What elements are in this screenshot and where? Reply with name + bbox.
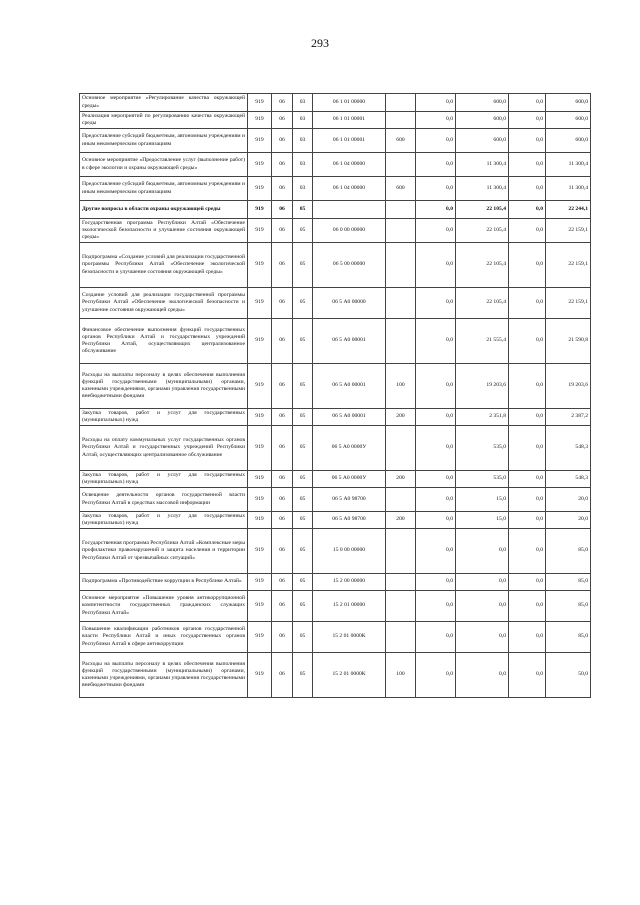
table-row (80, 94, 591, 112)
cell-name: Создание условий для реализации государственной программы Республики Алтай «Обеспечение экологической безопасности и улучшение состояния окружающей среды» (80, 288, 248, 319)
cell-v2: 600,0 (456, 129, 509, 153)
cell-sec: 06 (272, 177, 293, 201)
table-row (80, 426, 591, 471)
table-row (80, 288, 591, 319)
cell-name: Предоставление субсидий бюджетным, автономным учреждениям и иным некоммерческим организациям (80, 177, 248, 201)
cell-name: Государственная программа Республики Алтай «Обеспечение экологической безопасности и улучшение состояния окружающей среды» (80, 219, 248, 243)
table-row (80, 574, 591, 591)
cell-name: Закупка товаров, работ и услуг для государственных (муниципальных) нужд (80, 471, 248, 488)
cell-v2: 0,0 (456, 622, 509, 653)
table-row (80, 243, 591, 288)
cell-v4: 11 300,4 (546, 177, 591, 201)
cell-vr (386, 153, 416, 177)
cell-sub: 05 (293, 426, 313, 471)
cell-vr (386, 112, 416, 129)
cell-v1: 0,0 (416, 364, 456, 409)
cell-v4: 22 159,1 (546, 288, 591, 319)
cell-vr: 100 (386, 653, 416, 698)
cell-name: Закупка товаров, работ и услуг для государственных (муниципальных) нужд (80, 512, 248, 529)
cell-name: Реализация мероприятий по регулированию качества окружающей среды (80, 112, 248, 129)
cell-adm: 919 (248, 319, 272, 364)
cell-v2: 600,0 (456, 112, 509, 129)
cell-vr (386, 219, 416, 243)
cell-v2: 15,0 (456, 488, 509, 512)
table-row (80, 529, 591, 574)
table-row (80, 129, 591, 153)
table-row (80, 112, 591, 129)
cell-vr: 200 (386, 512, 416, 529)
cell-name: Освещение деятельности органов государственной власти Республики Алтай в средствах массовой информации (80, 488, 248, 512)
cell-name: Финансовое обеспечение выполнения функций государственных органов Республики Алтай и государственных учреждений Республики Алтай, осуществляющих централизованное обслуживание (80, 319, 248, 364)
cell-sec: 06 (272, 488, 293, 512)
table-row (80, 622, 591, 653)
cell-sub: 05 (293, 288, 313, 319)
cell-v2: 22 105,4 (456, 243, 509, 288)
cell-v1: 0,0 (416, 201, 456, 219)
cell-adm: 919 (248, 129, 272, 153)
cell-adm: 919 (248, 529, 272, 574)
cell-csr: 06 5 00 00000 (313, 243, 386, 288)
cell-sec: 06 (272, 129, 293, 153)
cell-adm: 919 (248, 653, 272, 698)
cell-sub: 05 (293, 574, 313, 591)
cell-v1: 0,0 (416, 653, 456, 698)
cell-vr (386, 201, 416, 219)
cell-v2: 0,0 (456, 529, 509, 574)
cell-sub: 05 (293, 471, 313, 488)
cell-v4: 21 590,8 (546, 319, 591, 364)
cell-sec: 06 (272, 153, 293, 177)
cell-v4: 19 203,6 (546, 364, 591, 409)
cell-sec: 06 (272, 243, 293, 288)
cell-sec: 06 (272, 112, 293, 129)
cell-sub: 03 (293, 153, 313, 177)
cell-adm: 919 (248, 409, 272, 426)
cell-adm: 919 (248, 488, 272, 512)
cell-v4: 85,0 (546, 529, 591, 574)
cell-v2: 0,0 (456, 574, 509, 591)
cell-v4: 85,0 (546, 574, 591, 591)
cell-v3: 0,0 (509, 426, 546, 471)
cell-sec: 06 (272, 653, 293, 698)
table-body (80, 94, 591, 698)
cell-v4: 20,0 (546, 488, 591, 512)
cell-name: Повышение квалификации работников органов государственной власти Республики Алтай и иных государственных органов Республики Алтай в сфере антикоррупции (80, 622, 248, 653)
cell-v3: 0,0 (509, 219, 546, 243)
cell-adm: 919 (248, 364, 272, 409)
cell-sub: 03 (293, 112, 313, 129)
cell-csr: 06 5 А0 98700 (313, 488, 386, 512)
cell-vr (386, 288, 416, 319)
cell-v3: 0,0 (509, 471, 546, 488)
table-row (80, 471, 591, 488)
cell-sub: 05 (293, 219, 313, 243)
cell-name: Расходы на оплату коммунальных услуг государственных органов Республики Алтай и государственных учреждений Республики Алтай, осуществляющих централизованное обслуживание (80, 426, 248, 471)
cell-v2: 535,0 (456, 426, 509, 471)
cell-v2: 11 300,4 (456, 153, 509, 177)
cell-v4: 85,0 (546, 591, 591, 622)
cell-csr: 06 5 А0 00001 (313, 319, 386, 364)
cell-v1: 0,0 (416, 153, 456, 177)
cell-name: Расходы на выплаты персоналу в целях обеспечения выполнения функций государственными (муниципальными) органами, казенными учреждениями, органами управления государственными внебюджетными фондами (80, 364, 248, 409)
cell-name: Закупка товаров, работ и услуг для государственных (муниципальных) нужд (80, 409, 248, 426)
cell-csr: 15 2 01 0000К (313, 622, 386, 653)
cell-name: Расходы на выплаты персоналу в целях обеспечения выполнения функций государственными (муниципальными) органами, казенными учреждениями, органами управления государственными внебюджетными фондами (80, 653, 248, 698)
cell-adm: 919 (248, 201, 272, 219)
cell-v1: 0,0 (416, 177, 456, 201)
cell-v3: 0,0 (509, 529, 546, 574)
cell-v2: 15,0 (456, 512, 509, 529)
cell-vr (386, 488, 416, 512)
cell-v3: 0,0 (509, 591, 546, 622)
cell-v1: 0,0 (416, 219, 456, 243)
cell-vr (386, 529, 416, 574)
cell-vr (386, 591, 416, 622)
table-row (80, 201, 591, 219)
cell-adm: 919 (248, 288, 272, 319)
cell-name: Основное мероприятие «Предоставление услуг (выполнение работ) в сфере экологии и охраны окружающей среды» (80, 153, 248, 177)
cell-v2: 0,0 (456, 653, 509, 698)
cell-vr (386, 319, 416, 364)
cell-vr (386, 622, 416, 653)
cell-v3: 0,0 (509, 177, 546, 201)
cell-v1: 0,0 (416, 471, 456, 488)
cell-v4: 85,0 (546, 622, 591, 653)
cell-sub: 03 (293, 177, 313, 201)
cell-v3: 0,0 (509, 129, 546, 153)
cell-sub: 05 (293, 201, 313, 219)
cell-adm: 919 (248, 94, 272, 112)
cell-name: Государственная программа Республики Алтай «Комплексные меры профилактики правонарушений и защита населения и территории Республики Алтай от чрезвычайных ситуаций» (80, 529, 248, 574)
cell-v4: 20,0 (546, 512, 591, 529)
cell-sec: 06 (272, 574, 293, 591)
cell-sec: 06 (272, 409, 293, 426)
cell-v3: 0,0 (509, 319, 546, 364)
cell-sub: 05 (293, 512, 313, 529)
cell-v4: 22 244,1 (546, 201, 591, 219)
cell-sec: 06 (272, 94, 293, 112)
cell-sub: 05 (293, 591, 313, 622)
cell-csr: 15 2 01 00000 (313, 591, 386, 622)
table-row (80, 409, 591, 426)
table-row (80, 219, 591, 243)
cell-vr: 600 (386, 129, 416, 153)
cell-name: Подпрограмма «Противодействие коррупции в Республике Алтай» (80, 574, 248, 591)
cell-sub: 03 (293, 94, 313, 112)
budget-table (79, 93, 591, 698)
cell-sub: 05 (293, 319, 313, 364)
cell-adm: 919 (248, 591, 272, 622)
cell-v3: 0,0 (509, 243, 546, 288)
cell-v2: 21 555,4 (456, 319, 509, 364)
table-row (80, 319, 591, 364)
cell-v2: 11 300,4 (456, 177, 509, 201)
cell-v4: 22 159,1 (546, 219, 591, 243)
cell-csr: 06 0 00 00000 (313, 219, 386, 243)
cell-v3: 0,0 (509, 409, 546, 426)
cell-sec: 06 (272, 622, 293, 653)
cell-csr: 06 1 04 00000 (313, 153, 386, 177)
cell-name: Основное мероприятие «Регулирование качества окружающей среды» (80, 94, 248, 112)
cell-csr: 06 1 01 00001 (313, 112, 386, 129)
cell-v3: 0,0 (509, 653, 546, 698)
table-row (80, 364, 591, 409)
cell-sec: 06 (272, 529, 293, 574)
cell-v3: 0,0 (509, 364, 546, 409)
cell-sec: 06 (272, 426, 293, 471)
cell-vr (386, 426, 416, 471)
cell-vr: 200 (386, 409, 416, 426)
cell-v2: 22 105,4 (456, 201, 509, 219)
cell-v1: 0,0 (416, 112, 456, 129)
cell-v1: 0,0 (416, 622, 456, 653)
cell-vr (386, 574, 416, 591)
cell-sec: 06 (272, 219, 293, 243)
cell-adm: 919 (248, 574, 272, 591)
cell-v1: 0,0 (416, 488, 456, 512)
cell-csr: 06 1 01 00000 (313, 94, 386, 112)
cell-csr: 06 1 01 00001 (313, 129, 386, 153)
cell-v3: 0,0 (509, 574, 546, 591)
cell-sec: 06 (272, 512, 293, 529)
cell-csr (313, 201, 386, 219)
cell-v3: 0,0 (509, 488, 546, 512)
cell-v4: 11 300,4 (546, 153, 591, 177)
table-row (80, 653, 591, 698)
table-row (80, 177, 591, 201)
cell-csr: 15 2 01 0000К (313, 653, 386, 698)
cell-vr (386, 94, 416, 112)
cell-v2: 22 105,4 (456, 219, 509, 243)
cell-csr: 06 5 А0 0000У (313, 426, 386, 471)
cell-v1: 0,0 (416, 512, 456, 529)
cell-v3: 0,0 (509, 201, 546, 219)
cell-v2: 2 351,8 (456, 409, 509, 426)
table-row (80, 488, 591, 512)
cell-sub: 05 (293, 529, 313, 574)
cell-sec: 06 (272, 288, 293, 319)
cell-v2: 22 105,4 (456, 288, 509, 319)
cell-csr: 06 5 А0 00000 (313, 288, 386, 319)
cell-v1: 0,0 (416, 288, 456, 319)
cell-vr: 200 (386, 471, 416, 488)
cell-v2: 535,0 (456, 471, 509, 488)
cell-name: Другие вопросы в области охраны окружающей среды (80, 201, 248, 219)
cell-csr: 15 2 00 00000 (313, 574, 386, 591)
cell-sec: 06 (272, 319, 293, 364)
table-row (80, 591, 591, 622)
cell-name: Основное мероприятие «Повышение уровня антикоррупционной компетентности государственных гражданских служащих Республики Алтай» (80, 591, 248, 622)
cell-adm: 919 (248, 471, 272, 488)
cell-vr: 600 (386, 177, 416, 201)
cell-sub: 05 (293, 622, 313, 653)
cell-vr (386, 243, 416, 288)
cell-v1: 0,0 (416, 94, 456, 112)
cell-csr: 06 5 А0 98700 (313, 512, 386, 529)
cell-csr: 06 5 А0 0000У (313, 471, 386, 488)
cell-v3: 0,0 (509, 288, 546, 319)
cell-v3: 0,0 (509, 512, 546, 529)
cell-sub: 05 (293, 488, 313, 512)
cell-sub: 05 (293, 653, 313, 698)
page-number: 293 (311, 36, 329, 50)
cell-v4: 600,0 (546, 112, 591, 129)
cell-sec: 06 (272, 591, 293, 622)
cell-v4: 600,0 (546, 94, 591, 112)
cell-v3: 0,0 (509, 622, 546, 653)
cell-v3: 0,0 (509, 94, 546, 112)
cell-v4: 22 159,1 (546, 243, 591, 288)
cell-adm: 919 (248, 219, 272, 243)
cell-v2: 0,0 (456, 591, 509, 622)
cell-sec: 06 (272, 471, 293, 488)
cell-v1: 0,0 (416, 243, 456, 288)
cell-sec: 06 (272, 364, 293, 409)
cell-adm: 919 (248, 112, 272, 129)
cell-adm: 919 (248, 243, 272, 288)
cell-v4: 50,0 (546, 653, 591, 698)
cell-v4: 548,3 (546, 426, 591, 471)
cell-sub: 05 (293, 364, 313, 409)
cell-v2: 19 203,6 (456, 364, 509, 409)
cell-name: Предоставление субсидий бюджетным, автономным учреждениям и иным некоммерческим организациям (80, 129, 248, 153)
cell-v4: 548,3 (546, 471, 591, 488)
cell-csr: 06 5 А0 00001 (313, 409, 386, 426)
cell-vr: 100 (386, 364, 416, 409)
cell-sub: 03 (293, 129, 313, 153)
cell-v1: 0,0 (416, 529, 456, 574)
cell-v1: 0,0 (416, 319, 456, 364)
cell-adm: 919 (248, 177, 272, 201)
cell-v4: 600,0 (546, 129, 591, 153)
cell-csr: 06 5 А0 00001 (313, 364, 386, 409)
cell-sub: 05 (293, 243, 313, 288)
cell-adm: 919 (248, 512, 272, 529)
cell-v4: 2 387,2 (546, 409, 591, 426)
cell-name: Подпрограмма «Создание условий для реализации государственной программы Республики Алтай «Обеспечение экологической безопасности и улучшение состояния окружающей среды» (80, 243, 248, 288)
table-row (80, 512, 591, 529)
cell-v1: 0,0 (416, 129, 456, 153)
cell-csr: 06 1 04 00000 (313, 177, 386, 201)
table-row (80, 153, 591, 177)
cell-adm: 919 (248, 153, 272, 177)
cell-v1: 0,0 (416, 409, 456, 426)
cell-v1: 0,0 (416, 426, 456, 471)
cell-v3: 0,0 (509, 153, 546, 177)
cell-v3: 0,0 (509, 112, 546, 129)
cell-v2: 600,0 (456, 94, 509, 112)
cell-v1: 0,0 (416, 591, 456, 622)
cell-adm: 919 (248, 622, 272, 653)
cell-v1: 0,0 (416, 574, 456, 591)
cell-sub: 05 (293, 409, 313, 426)
cell-csr: 15 0 00 00000 (313, 529, 386, 574)
cell-adm: 919 (248, 426, 272, 471)
cell-sec: 06 (272, 201, 293, 219)
